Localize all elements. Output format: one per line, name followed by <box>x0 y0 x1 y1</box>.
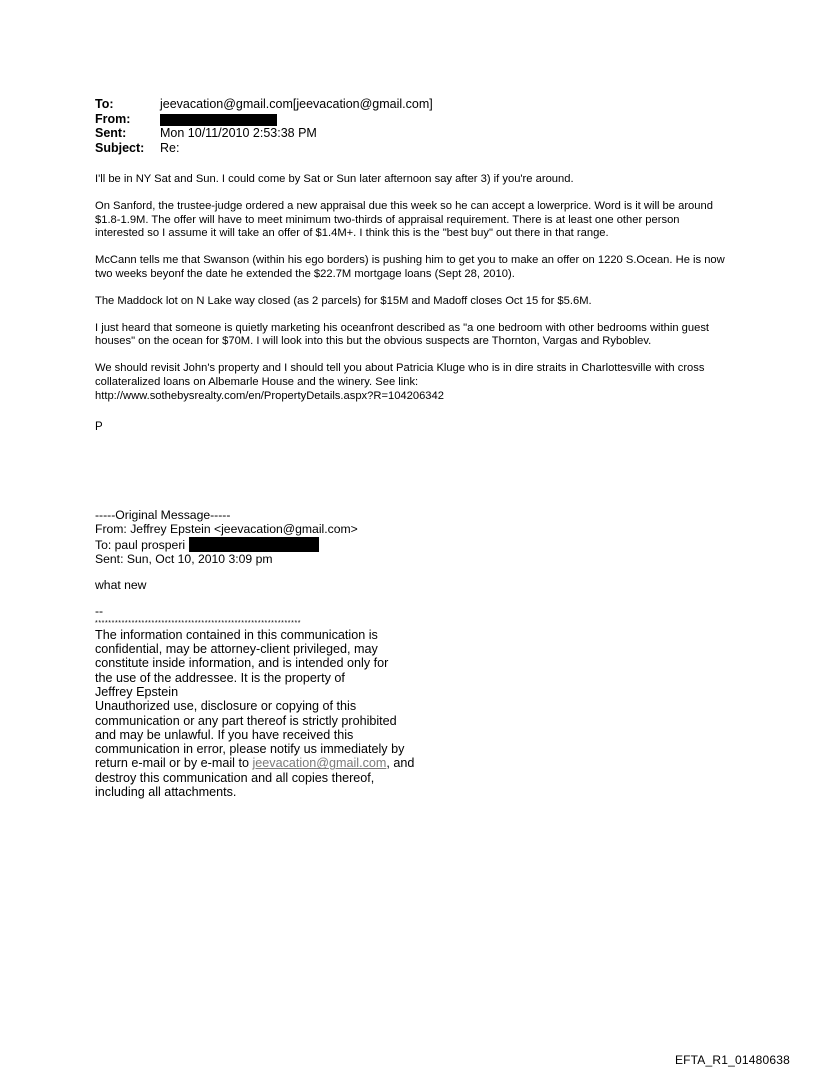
sent-row <box>95 126 735 141</box>
body-paragraph: On Sanford, the trustee-judge ordered a new appraisal due this week so he can accept a lowerprice. Word is it will be around $1.8-1.9M. The offer will have to meet minimum two-thirds of appraisal requirement. There is at least one other person interested so I assume it will take an offer of $1.4M+. I think this is the "best buy" out there in that range. <box>95 199 713 240</box>
original-from: From: Jeffrey Epstein <jeevacation@gmail.com> <box>95 522 358 537</box>
disclaimer-line: The information contained in this communication is <box>95 627 378 642</box>
property-link: http://www.sothebysrealty.com/en/PropertyDetails.aspx?R=104206342 <box>95 389 444 402</box>
original-message <box>95 508 475 799</box>
to-row <box>95 97 735 112</box>
subject-row <box>95 141 735 156</box>
return-suffix: , and <box>386 756 415 771</box>
signature-dashes: -- <box>95 604 104 619</box>
disclaimer-line: including all attachments. <box>95 785 237 800</box>
email-link[interactable]: jeevacation@gmail.com <box>252 756 387 771</box>
disclaimer-line: the use of the addressee. It is the property of <box>95 670 345 685</box>
subject-value: Re: <box>160 140 180 155</box>
subject-label: Subject: <box>95 140 145 155</box>
disclaimer-line: constitute inside information, and is intended only for <box>95 656 389 671</box>
sent-value: Mon 10/11/2010 2:53:38 PM <box>160 126 317 140</box>
spacer <box>95 566 475 578</box>
disclaimer-line: destroy this communication and all copies thereof, <box>95 770 375 785</box>
disclaimer-line: confidential, may be attorney-client privileged, may <box>95 642 378 657</box>
return-prefix: return e-mail or by e-mail to <box>95 756 253 771</box>
original-to <box>95 537 475 552</box>
original-message-text: what new <box>95 578 147 593</box>
disclaimer-line: communication or any part thereof is strictly prohibited <box>95 713 397 728</box>
from-label: From: <box>95 111 131 126</box>
signature-stars: ************************************************************** <box>95 619 302 627</box>
email-header <box>95 97 735 155</box>
spacer <box>95 592 475 604</box>
body-paragraph: McCann tells me that Swanson (within his ego borders) is pushing him to get you to make an offer on 1220 S.Ocean. He is now two weeks beyonf the date he extended the $22.7M mortgage loans (Sept 28, 2010). <box>95 254 725 280</box>
original-sent: Sent: Sun, Oct 10, 2010 3:09 pm <box>95 551 273 566</box>
original-separator: -----Original Message----- <box>95 508 231 522</box>
from-value <box>160 112 735 127</box>
confidentiality-disclaimer <box>95 628 475 800</box>
signoff: P <box>95 420 103 433</box>
from-row <box>95 112 735 127</box>
sent-label: Sent: <box>95 126 127 140</box>
redaction-bar <box>160 114 277 126</box>
disclaimer-line: communication in error, please notify us immediately by <box>95 742 405 757</box>
disclaimer-line: Unauthorized use, disclosure or copying of this <box>95 699 357 714</box>
body-paragraph: I'll be in NY Sat and Sun. I could come by Sat or Sun later afternoon say after 3) if you're around. <box>95 173 574 185</box>
to-label: To: <box>95 97 114 111</box>
body-paragraph: We should revisit John's property and I should tell you about Patricia Kluge who is in dire straits in Charlottesville with cross collateralized loans on Albemarle House and the winery. See link: <box>95 362 705 388</box>
original-to-text: To: paul prosperi <box>95 537 186 552</box>
email-body <box>95 173 725 434</box>
disclaimer-line: Jeffrey Epstein <box>95 684 179 699</box>
to-value: jeevacation@gmail.com[jeevacation@gmail.com] <box>160 97 433 111</box>
redaction-bar <box>189 537 319 552</box>
document-id: EFTA_R1_01480638 <box>674 1053 790 1067</box>
body-paragraph: I just heard that someone is quietly marketing his oceanfront described as "a one bedroom with other bedrooms within guest houses" on the ocean for $70M. I will look into this but the obvious suspects are Thornton, Vargas and Ryboblev. <box>95 321 710 348</box>
body-paragraph: The Maddock lot on N Lake way closed (as 2 parcels) for $15M and Madoff closes Oct 15 for $5.6M. <box>95 294 592 307</box>
disclaimer-line: and may be unlawful. If you have received this <box>95 727 354 742</box>
disclaimer-line <box>95 756 475 770</box>
